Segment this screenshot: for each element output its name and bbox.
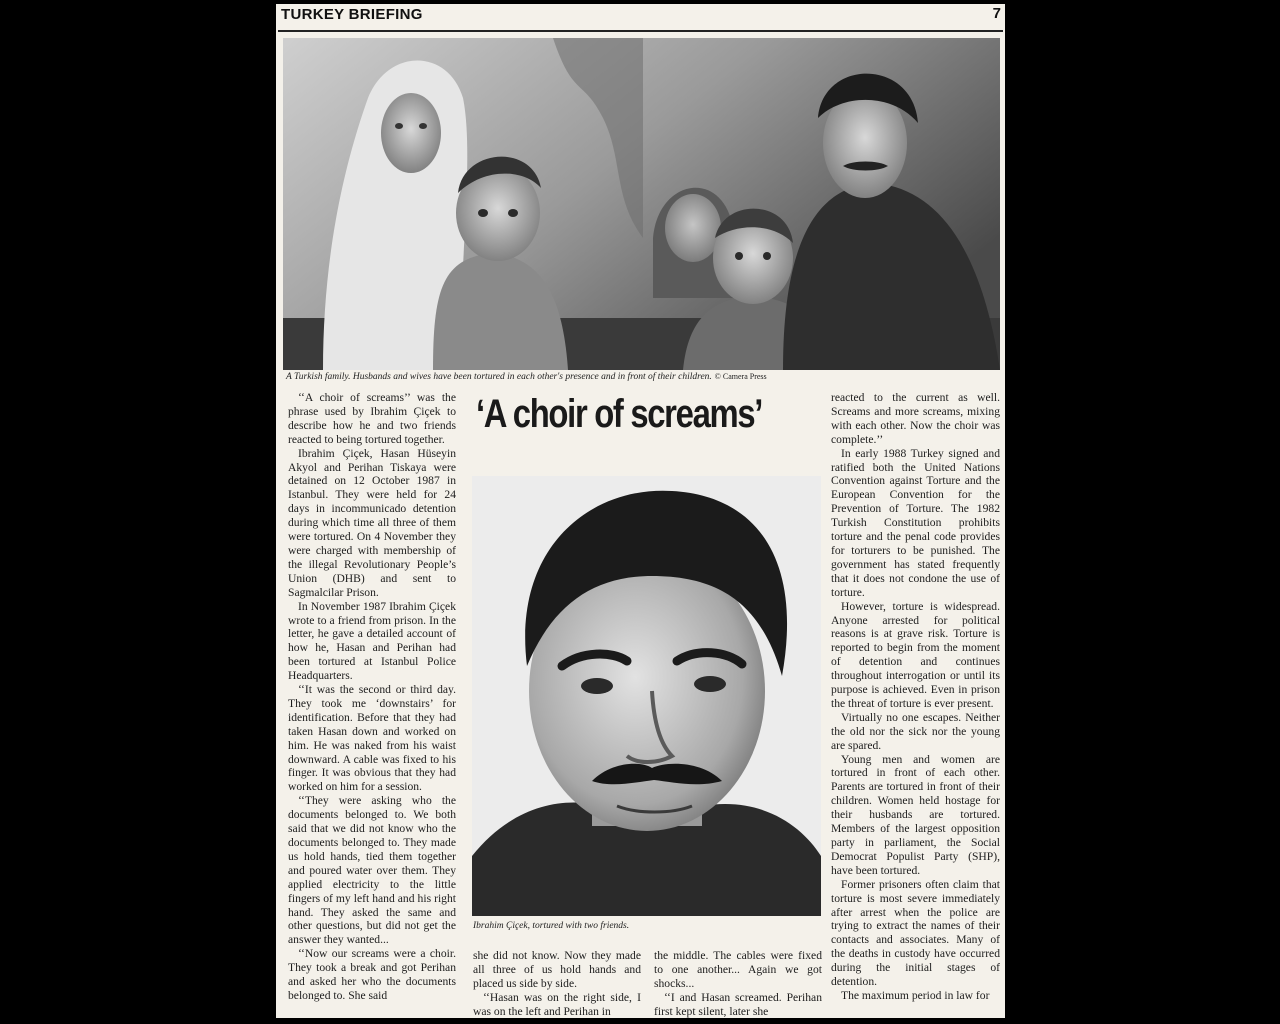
paragraph: The maximum period in law for bbox=[841, 988, 990, 1002]
paragraph: In early 1988 Turkey signed and ratified both the United Nations Convention against Torture and the European Convention for the Prevention of Torture. The 1982 Turkish Constitution prohibits torture and the penal code provides for torturers to be punished. The government has stated frequently that it does not condone the use of torture. bbox=[831, 446, 1000, 599]
paragraph: Ibrahim Çiçek, Hasan Hüseyin Akyol and Perihan Tiskaya were detained on 12 October 1987 in Istanbul. They were held for 24 days in incommunicado detention during which time all three of them were tortured. On 4 November they were charged with membership of the illegal Revolutionary People’s Union (DHB) and sent to Sagmalcilar Prison. bbox=[288, 446, 456, 599]
paragraph: she did not know. Now they made all three of us hold hands and placed us side by side. bbox=[473, 949, 641, 990]
paragraph: ‘‘I and Hasan screamed. Perihan first kept silent, later she bbox=[654, 990, 822, 1018]
portrait-photo bbox=[472, 476, 821, 916]
photo-credit: © Camera Press bbox=[714, 372, 767, 381]
paragraph: ‘‘A choir of screams’’ was the phrase used by Ibrahim Çiçek to describe how he and two friends reacted to being tortured together. bbox=[288, 391, 456, 446]
paragraph: Young men and women are tortured in front of each other. Parents are tortured in front of their children. Women held hostage for their husbands are tortured. Members of the largest opposition party in parliament, the Social Democrat Populist Party (SHP), have been tortured. bbox=[831, 752, 1000, 877]
paragraph: In November 1987 Ibrahim Çiçek wrote to a friend from prison. In the letter, he gave a detailed account of how he, Hasan and Perihan had been tortured at Istanbul Police Headquarters. bbox=[288, 599, 456, 683]
newspaper-page bbox=[276, 4, 1005, 1018]
family-photo-caption bbox=[286, 372, 767, 382]
paragraph: ‘‘Now our screams were a choir. They took a break and got Perihan and asked her who the documents belonged to. She said bbox=[288, 947, 456, 1002]
page-number: 7 bbox=[992, 5, 1001, 22]
family-photo bbox=[283, 38, 1000, 370]
paragraph: However, torture is widespread. Anyone arrested for political reasons is at grave risk. Torture is reported to begin from the moment of detention and continues throughout interrogation or until its purpose is achieved. Even in prison the threat of torture is ever present. bbox=[831, 599, 1000, 710]
article-headline: ‘A choir of screams’ bbox=[476, 392, 763, 436]
paragraph: Former prisoners often claim that torture is most severe immediately after arrest when the police are trying to extract the names of their contacts and associates. Many of the deaths in custody have occurred during the initial stages of detention. bbox=[831, 877, 1000, 989]
portrait-caption: Ibrahim Çiçek, tortured with two friends. bbox=[473, 921, 630, 931]
paragraph: the middle. The cables were fixed to one another... Again we got shocks... bbox=[654, 949, 822, 990]
header-rule bbox=[278, 30, 1003, 32]
paragraph: ‘‘Hasan was on the right side, I was on the left and Perihan in bbox=[473, 990, 641, 1018]
paragraph: ‘‘They were asking who the documents belonged to. We both said that we did not know who the documents belonged to. They made us hold hands, tied them together and poured water over them. They applied electricity to the little fingers of my left hand and his right hand. They asked the same and other questions, but did not get the answer they wanted... bbox=[288, 794, 456, 947]
paragraph: reacted to the current as well. Screams and more screams, mixing with each other. Now the choir was complete.’’ bbox=[831, 391, 1000, 446]
paragraph: Virtually no one escapes. Neither the old nor the sick nor the young are spared. bbox=[831, 710, 1000, 752]
article-column-right bbox=[831, 391, 1000, 1018]
family-photo-caption-text: A Turkish family. Husbands and wives have been tortured in each other's presence and in front of their children. bbox=[286, 372, 712, 382]
article-column-left bbox=[288, 391, 456, 1018]
article-column-middle-2 bbox=[654, 949, 822, 1018]
article-column-middle-1 bbox=[473, 949, 641, 1018]
paragraph: ‘‘It was the second or third day. They took me ‘downstairs’ for identification. Before that they had taken Hasan down and worked on him. He was naked from his waist downward. A cable was fixed to his finger. It was obvious that they had worked on him for a session. bbox=[288, 683, 456, 794]
section-title: TURKEY BRIEFING bbox=[281, 6, 423, 23]
page-header bbox=[276, 4, 1005, 32]
